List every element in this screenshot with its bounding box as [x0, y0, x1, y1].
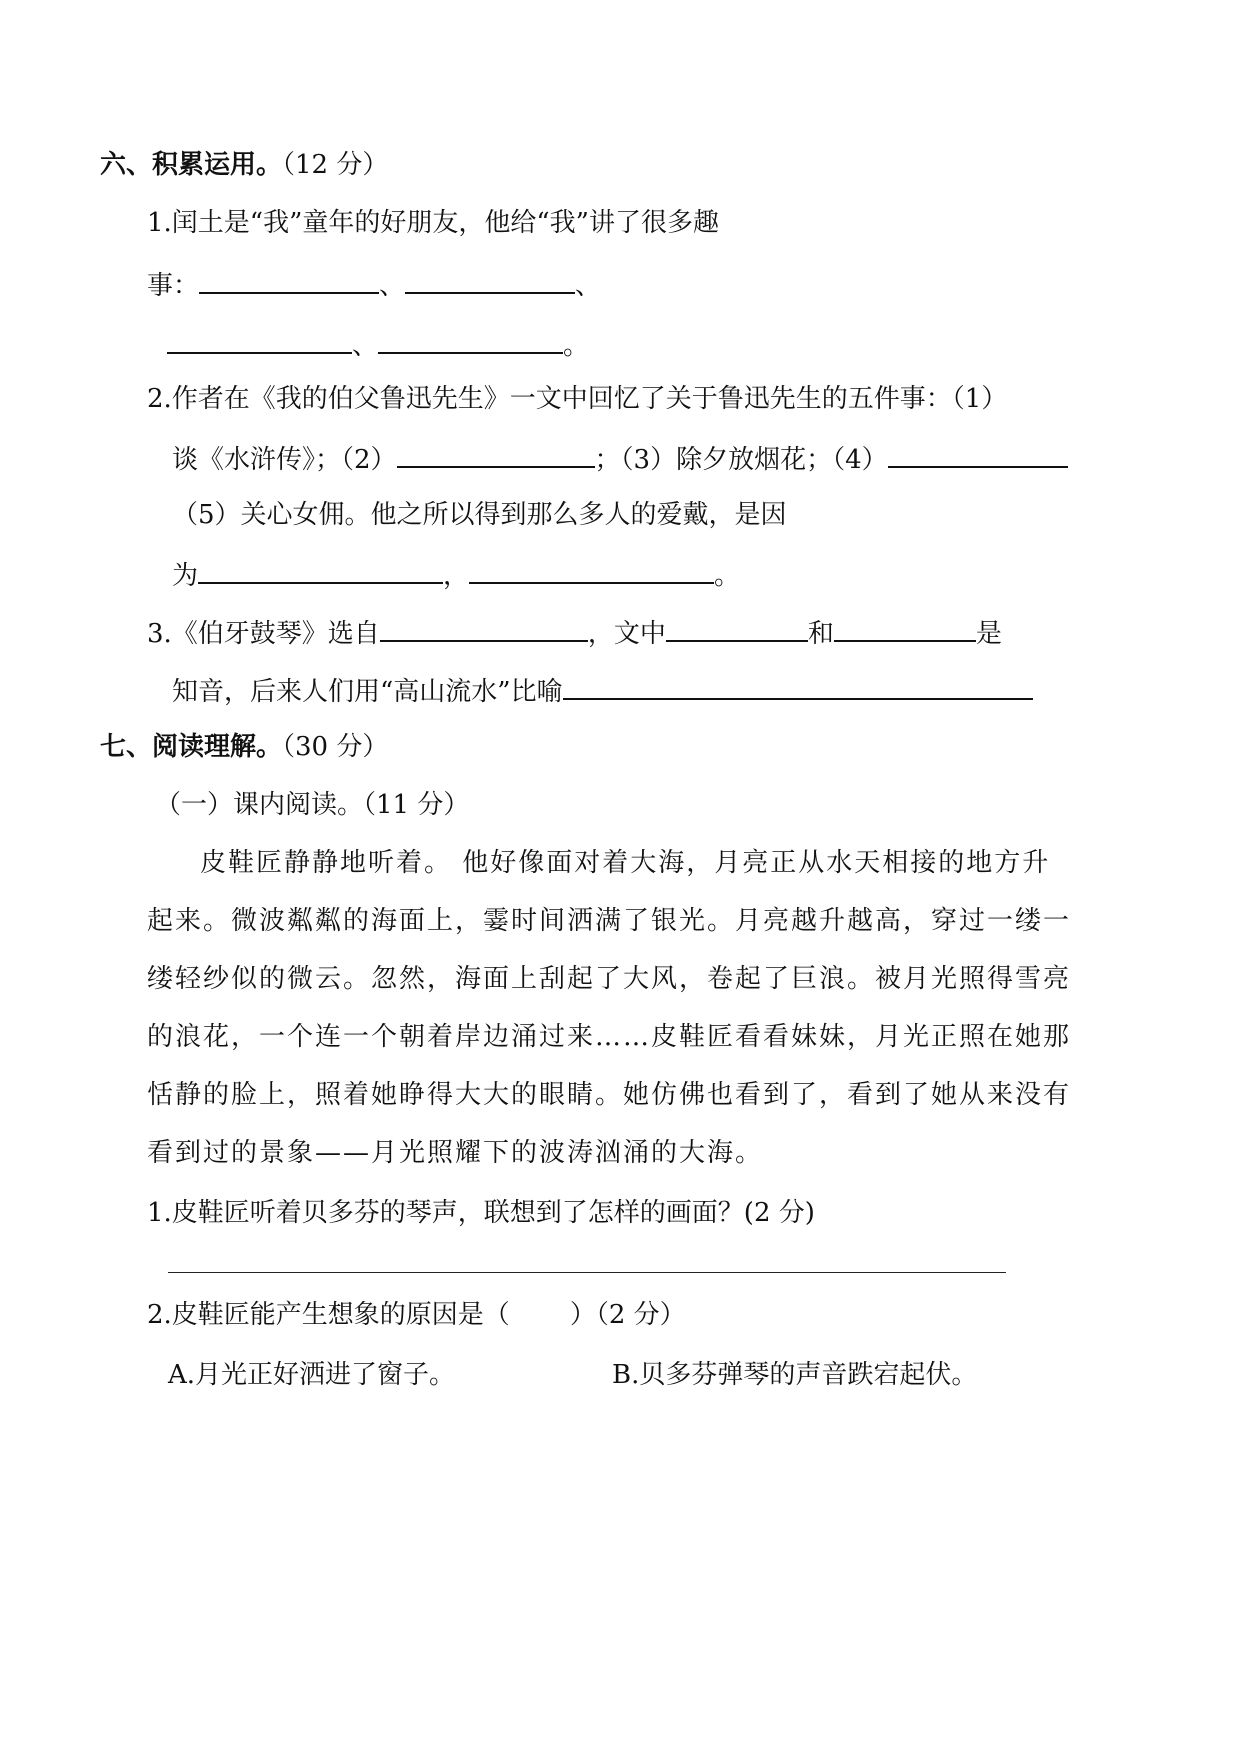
q2-line-4-sep: ， [443, 561, 470, 591]
q2-line-4-prefix: 为 [172, 561, 199, 591]
q3-mid-2: 和 [807, 619, 834, 649]
q1-answer-line-2 [167, 326, 589, 360]
q2-line-3: （5）关心女佣。他之所以得到那么多人的爱戴，是因 [172, 500, 787, 530]
section-6-title: 六、积累运用。 [100, 150, 283, 180]
q1-blank-1[interactable] [199, 266, 379, 294]
q1-sep-3: 、 [352, 331, 379, 361]
passage-line-5: 恬静的脸上，照着她睁得大大的眼睛。她仿佛也看到了，看到了她从来没有 [147, 1080, 1072, 1110]
passage-line-2: 起来。微波粼粼的海面上，霎时间洒满了银光。月亮越升越高，穿过一缕一 [147, 906, 1072, 936]
q1-sep-2: 、 [575, 271, 602, 301]
option-a: A.月光正好洒进了窗子。 [168, 1360, 456, 1390]
subsection-heading: （一）课内阅读。（11 分） [155, 790, 470, 820]
q1-blank-2[interactable] [405, 266, 575, 294]
reading-q2-text-a: 2.皮鞋匠能产生想象的原因是（ [147, 1300, 510, 1330]
q3-blank-person-2[interactable] [834, 614, 976, 642]
reading-q1-text: 1.皮鞋匠听着贝多芬的琴声，联想到了怎样的画面？(2 分) [147, 1198, 815, 1228]
section-7-heading [100, 730, 388, 764]
q1-prefix: 事： [147, 271, 200, 301]
option-b: B.贝多芬弹琴的声音跌宕起伏。 [612, 1360, 978, 1390]
section-7-title: 七、阅读理解。 [100, 732, 283, 762]
q2-line-4-end: 。 [714, 561, 741, 591]
section-6-score: （12 分） [282, 150, 389, 180]
q1-blank-3[interactable] [167, 326, 352, 354]
q3-line-1 [147, 614, 1002, 648]
q2-blank-2[interactable] [397, 440, 595, 468]
q2-line-2 [172, 440, 1068, 474]
q1-answer-line-1 [147, 266, 601, 300]
q3-mid-1: ，文中 [587, 619, 666, 649]
q2-line-2b: ；（3）除夕放烟花；（4） [594, 445, 888, 475]
passage-line-1: 皮鞋匠静静地听着。 他好像面对着大海，月亮正从水天相接的地方升 [200, 848, 1051, 878]
q3-blank-metaphor[interactable] [563, 672, 1033, 700]
q3-end: 是 [975, 619, 1002, 649]
reading-q1-answer-line[interactable] [168, 1272, 1006, 1273]
q1-text: 1.闰土是“我”童年的好朋友，他给“我”讲了很多趣 [147, 208, 719, 238]
q3-prefix: 3.《伯牙鼓琴》选自 [147, 619, 380, 649]
q2-blank-reason-2[interactable] [469, 556, 714, 584]
passage-line-3: 缕轻纱似的微云。忽然，海面上刮起了大风，卷起了巨浪。被月光照得雪亮 [147, 964, 1072, 994]
q2-blank-4[interactable] [888, 440, 1068, 468]
q3-blank-source[interactable] [380, 614, 588, 642]
q2-blank-reason-1[interactable] [198, 556, 443, 584]
q3-blank-person-1[interactable] [666, 614, 808, 642]
q2-text: 2.作者在《我的伯父鲁迅先生》一文中回忆了关于鲁迅先生的五件事：（1） [147, 384, 1008, 414]
section-6-heading [100, 148, 388, 182]
q3-line-2-text: 知音，后来人们用“高山流水”比喻 [172, 677, 563, 707]
reading-q2-text-b: ）（2 分） [569, 1300, 686, 1330]
q1-sep-1: 、 [379, 271, 406, 301]
q3-line-2 [172, 672, 1033, 706]
q1-end: 。 [563, 331, 590, 361]
section-7-score: （30 分） [282, 732, 389, 762]
reading-q2-text [147, 1298, 686, 1332]
passage-line-4: 的浪花，一个连一个朝着岸边涌过来……皮鞋匠看看妹妹，月光正照在她那 [147, 1022, 1072, 1052]
q2-line-4 [172, 556, 740, 590]
q1-blank-4[interactable] [378, 326, 563, 354]
passage-line-6: 看到过的景象——月光照耀下的波涛汹涌的大海。 [147, 1138, 764, 1168]
q2-line-2a: 谈《水浒传》；（2） [172, 445, 397, 475]
